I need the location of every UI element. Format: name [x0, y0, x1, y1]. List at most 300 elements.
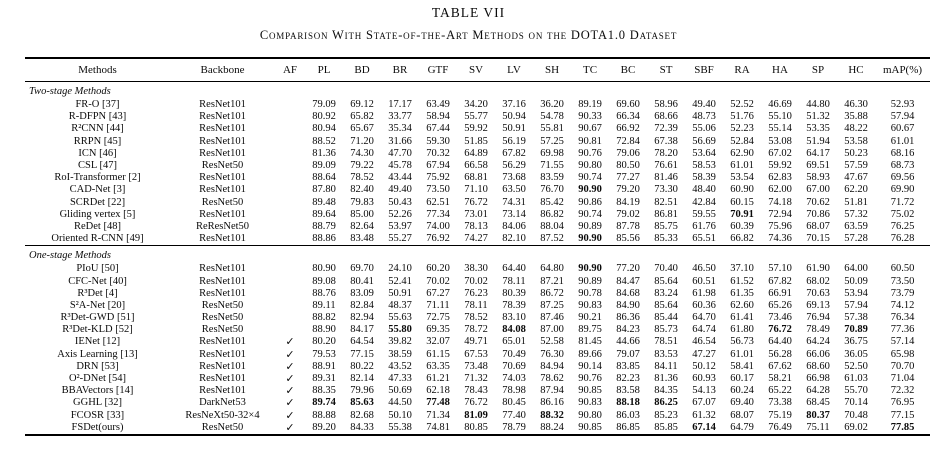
- score-value: 53.35: [806, 123, 830, 135]
- column-header-ra: RA: [734, 64, 750, 76]
- backbone-name: ResNet101: [199, 123, 246, 135]
- af-empty-cell: [275, 136, 305, 148]
- map-value: 57.14: [890, 336, 915, 348]
- score-value: 50.43: [388, 196, 412, 208]
- score-value: 88.32: [540, 409, 564, 421]
- score-value: 80.85: [464, 421, 488, 433]
- backbone-name: ResNet50: [201, 299, 244, 311]
- score-value: 87.52: [540, 233, 564, 245]
- score-value: 64.24: [806, 336, 830, 348]
- score-value: 73.50: [426, 184, 450, 196]
- score-value: 90.21: [578, 312, 602, 324]
- map-value: 52.93: [890, 99, 915, 111]
- column-header-sh: SH: [544, 64, 560, 76]
- score-value: 65.82: [350, 111, 374, 123]
- column-header-methods: Methods: [78, 64, 117, 76]
- score-value: 83.85: [616, 360, 640, 372]
- score-value: 37.16: [502, 99, 526, 111]
- score-value: 67.07: [692, 397, 716, 409]
- score-value: 50.69: [388, 385, 412, 397]
- af-checkmark-icon: ✓: [285, 373, 295, 386]
- af-checkmark-icon: ✓: [285, 348, 295, 361]
- score-value: 78.43: [464, 385, 488, 397]
- table-row: [25, 99, 930, 111]
- score-value: 72.84: [616, 135, 640, 147]
- score-value: 87.25: [540, 299, 564, 311]
- score-value: 59.92: [768, 160, 792, 172]
- method-name: RoI-Transformer [2]: [54, 172, 141, 184]
- score-value: 90.83: [578, 397, 602, 409]
- score-value: 88.90: [312, 324, 336, 336]
- score-value: 61.80: [730, 324, 754, 336]
- af-empty-cell: [275, 288, 305, 300]
- score-value: 71.55: [540, 160, 564, 172]
- score-value: 69.02: [844, 421, 868, 433]
- score-value: 81.09: [464, 409, 488, 421]
- method-name: CFC-Net [40]: [68, 275, 127, 287]
- score-value: 86.81: [654, 208, 678, 220]
- score-value: 66.82: [730, 233, 754, 245]
- score-value: 90.85: [578, 421, 602, 433]
- score-value: 83.53: [654, 348, 678, 360]
- score-value: 51.32: [806, 111, 830, 123]
- score-value: 85.23: [654, 409, 678, 421]
- backbone-name: ResNet101: [199, 373, 246, 385]
- section-label: Two-stage Methods: [29, 86, 111, 97]
- score-value: 56.28: [768, 348, 792, 360]
- af-empty-cell: [275, 123, 305, 135]
- score-value: 88.91: [312, 360, 336, 372]
- score-value: 82.84: [350, 299, 374, 311]
- column-header-backbone: Backbone: [200, 64, 245, 76]
- backbone-name: ResNet101: [199, 99, 246, 111]
- map-value: 70.70: [890, 360, 915, 372]
- method-name: S²A-Net [20]: [69, 299, 126, 311]
- method-name: FR-O [37]: [75, 99, 120, 111]
- score-value: 43.52: [388, 360, 412, 372]
- score-value: 86.36: [616, 312, 640, 324]
- score-value: 66.92: [616, 123, 640, 135]
- score-value: 90.89: [578, 275, 602, 287]
- score-value: 85.64: [654, 299, 678, 311]
- score-value: 46.69: [768, 99, 792, 111]
- af-empty-cell: [275, 209, 305, 221]
- score-value: 31.66: [388, 135, 412, 147]
- score-value: 86.16: [540, 397, 564, 409]
- af-checkmark-icon: ✓: [285, 385, 295, 398]
- column-header-bc: BC: [620, 64, 636, 76]
- score-value: 65.22: [768, 385, 792, 397]
- score-value: 88.64: [312, 172, 336, 184]
- score-value: 66.06: [806, 348, 830, 360]
- af-checkmark-icon: ✓: [285, 409, 295, 422]
- score-value: 68.66: [654, 111, 678, 123]
- column-header-hc: HC: [848, 64, 864, 76]
- score-value: 82.51: [654, 196, 678, 208]
- score-value: 80.90: [312, 263, 336, 275]
- column-header-sbf: SBF: [694, 64, 714, 76]
- score-value: 44.50: [388, 397, 412, 409]
- score-value: 87.00: [540, 324, 564, 336]
- method-name: R²CNN [44]: [71, 123, 124, 135]
- backbone-name: ResNet101: [199, 135, 246, 147]
- score-value: 54.78: [540, 111, 564, 123]
- score-value: 57.59: [844, 160, 868, 172]
- table-row: [25, 336, 930, 348]
- column-header-map: mAP(%): [882, 64, 923, 76]
- score-value: 74.81: [426, 421, 450, 433]
- score-value: 43.44: [388, 172, 412, 184]
- score-value: 60.15: [730, 196, 754, 208]
- score-value: 72.75: [426, 312, 450, 324]
- af-empty-cell: [275, 233, 305, 246]
- score-value: 50.12: [692, 360, 716, 372]
- score-value: 67.82: [502, 147, 526, 159]
- score-value: 89.08: [312, 275, 336, 287]
- score-value: 65.51: [692, 233, 716, 245]
- score-value: 70.86: [806, 208, 830, 220]
- method-name: Gliding vertex [5]: [59, 208, 136, 220]
- af-checkmark-icon: ✓: [285, 336, 295, 349]
- backbone-name: ResNet50: [201, 324, 244, 336]
- score-value: 90.81: [578, 135, 602, 147]
- score-value: 44.66: [616, 336, 640, 348]
- score-value: 64.89: [464, 147, 488, 159]
- score-value: 58.41: [730, 360, 754, 372]
- score-value: 82.10: [502, 233, 526, 245]
- score-value: 90.78: [578, 287, 602, 299]
- map-value: 76.34: [890, 312, 915, 324]
- section-row: [25, 246, 930, 264]
- score-value: 78.49: [806, 324, 830, 336]
- score-value: 58.39: [692, 172, 716, 184]
- score-value: 35.88: [844, 111, 868, 123]
- score-value: 73.14: [502, 208, 526, 220]
- score-value: 52.50: [844, 360, 868, 372]
- score-value: 69.13: [806, 299, 830, 311]
- score-value: 50.09: [844, 275, 868, 287]
- score-value: 60.39: [730, 220, 754, 232]
- score-value: 76.94: [806, 312, 830, 324]
- table-row: [25, 148, 930, 160]
- map-value: 69.56: [890, 172, 915, 184]
- score-value: 76.30: [540, 348, 564, 360]
- score-value: 76.23: [464, 287, 488, 299]
- column-header-sp: SP: [811, 64, 825, 76]
- table-row: [25, 349, 930, 361]
- score-value: 69.60: [616, 99, 640, 111]
- score-value: 45.78: [388, 160, 412, 172]
- score-value: 55.06: [692, 123, 716, 135]
- score-value: 85.63: [350, 397, 374, 409]
- score-value: 86.85: [616, 421, 640, 433]
- score-value: 73.46: [768, 312, 792, 324]
- score-value: 85.56: [616, 233, 640, 245]
- score-value: 61.41: [730, 312, 754, 324]
- score-value: 82.23: [616, 373, 640, 385]
- score-value: 68.02: [806, 275, 830, 287]
- score-value: 65.01: [502, 336, 526, 348]
- score-value: 62.20: [844, 184, 868, 196]
- score-value: 78.20: [654, 147, 678, 159]
- backbone-name: ResNet50: [201, 312, 244, 324]
- score-value: 75.11: [806, 421, 830, 433]
- score-value: 86.72: [540, 287, 564, 299]
- score-value: 69.12: [350, 99, 374, 111]
- score-value: 60.24: [730, 385, 754, 397]
- score-value: 78.11: [464, 299, 488, 311]
- score-value: 71.32: [464, 373, 488, 385]
- score-value: 84.90: [616, 299, 640, 311]
- score-value: 87.21: [540, 275, 564, 287]
- score-value: 90.90: [578, 263, 602, 275]
- score-value: 63.49: [426, 99, 450, 111]
- method-name: ICN [46]: [78, 147, 117, 159]
- score-value: 60.20: [426, 263, 450, 275]
- score-value: 67.94: [426, 160, 450, 172]
- score-value: 55.27: [388, 233, 412, 245]
- score-value: 84.06: [502, 220, 526, 232]
- score-value: 56.19: [502, 135, 526, 147]
- score-value: 57.25: [540, 135, 564, 147]
- backbone-name: ResNet101: [199, 287, 246, 299]
- score-value: 86.25: [654, 397, 678, 409]
- score-value: 83.10: [502, 312, 526, 324]
- score-value: 77.20: [616, 263, 640, 275]
- method-name: SCRDet [22]: [69, 196, 126, 208]
- score-value: 87.94: [540, 385, 564, 397]
- score-value: 88.35: [312, 385, 336, 397]
- score-value: 90.80: [578, 409, 602, 421]
- score-value: 76.72: [464, 397, 488, 409]
- score-value: 52.58: [540, 336, 564, 348]
- score-value: 61.98: [692, 287, 716, 299]
- score-value: 85.73: [654, 324, 678, 336]
- score-value: 56.29: [502, 160, 526, 172]
- score-value: 90.85: [578, 385, 602, 397]
- score-value: 69.51: [806, 160, 830, 172]
- score-value: 66.58: [464, 160, 488, 172]
- score-value: 66.34: [616, 111, 640, 123]
- score-value: 90.76: [578, 373, 602, 385]
- backbone-name: ReResNet50: [195, 220, 250, 232]
- score-value: 85.33: [654, 233, 678, 245]
- score-value: 51.81: [844, 196, 868, 208]
- score-value: 80.41: [350, 275, 374, 287]
- score-value: 78.51: [654, 336, 678, 348]
- score-value: 57.28: [844, 233, 868, 245]
- score-value: 79.02: [616, 208, 640, 220]
- score-value: 33.77: [388, 111, 412, 123]
- score-value: 76.72: [464, 196, 488, 208]
- score-value: 80.22: [350, 360, 374, 372]
- score-value: 76.92: [426, 233, 450, 245]
- score-value: 68.81: [464, 172, 488, 184]
- score-value: 64.79: [730, 421, 754, 433]
- score-value: 49.40: [388, 184, 412, 196]
- table-row: [25, 172, 930, 184]
- score-value: 82.64: [350, 220, 374, 232]
- score-value: 60.90: [730, 184, 754, 196]
- af-empty-cell: [275, 148, 305, 160]
- score-value: 53.58: [844, 135, 868, 147]
- score-value: 47.67: [844, 172, 868, 184]
- score-value: 64.80: [540, 263, 564, 275]
- score-value: 58.96: [654, 99, 678, 111]
- score-value: 78.52: [464, 312, 488, 324]
- score-value: 61.52: [730, 275, 754, 287]
- score-value: 64.00: [844, 263, 868, 275]
- score-value: 90.67: [578, 123, 602, 135]
- score-value: 61.76: [692, 220, 716, 232]
- map-value: 72.32: [890, 385, 915, 397]
- section-row: [25, 82, 930, 100]
- score-value: 79.07: [616, 348, 640, 360]
- backbone-name: ResNet101: [199, 184, 246, 196]
- score-value: 78.13: [464, 220, 488, 232]
- score-value: 17.17: [388, 99, 412, 111]
- section-label: One-stage Methods: [29, 250, 111, 262]
- score-value: 70.69: [502, 360, 526, 372]
- score-value: 50.10: [388, 409, 412, 421]
- score-value: 60.36: [692, 299, 716, 311]
- score-value: 74.18: [768, 196, 792, 208]
- score-value: 73.30: [654, 184, 678, 196]
- score-value: 82.14: [350, 373, 374, 385]
- table-subtitle: Comparison With State-of-the-Art Methods on the DOTA1.0 Dataset: [259, 28, 678, 42]
- score-value: 74.00: [426, 220, 450, 232]
- score-value: 85.42: [540, 196, 564, 208]
- score-value: 70.02: [426, 275, 450, 287]
- score-value: 79.09: [312, 99, 336, 111]
- method-name: FSDet(ours): [71, 421, 124, 433]
- score-value: 88.52: [312, 135, 336, 147]
- score-value: 53.08: [768, 135, 792, 147]
- map-value: 73.79: [890, 287, 915, 299]
- score-value: 77.40: [502, 409, 526, 421]
- score-value: 90.90: [578, 184, 602, 196]
- score-value: 73.38: [768, 397, 792, 409]
- score-value: 78.79: [502, 421, 526, 433]
- column-header-st: ST: [659, 64, 673, 76]
- af-empty-cell: [275, 111, 305, 123]
- score-value: 74.31: [502, 196, 526, 208]
- map-value: 57.94: [890, 111, 915, 123]
- table-number-title: TABLE VII: [431, 5, 506, 20]
- header-row: [25, 58, 930, 82]
- score-value: 55.81: [540, 123, 564, 135]
- score-value: 55.63: [388, 312, 412, 324]
- score-value: 70.02: [464, 275, 488, 287]
- map-value: 77.85: [890, 421, 915, 433]
- score-value: 78.39: [502, 299, 526, 311]
- column-header-sv: SV: [468, 64, 484, 76]
- map-value: 60.50: [890, 263, 915, 275]
- score-value: 84.47: [616, 275, 640, 287]
- method-name: GGHL [32]: [73, 397, 122, 409]
- score-value: 57.38: [844, 312, 868, 324]
- score-value: 61.15: [426, 348, 450, 360]
- score-value: 49.71: [464, 336, 488, 348]
- score-value: 85.00: [350, 208, 374, 220]
- score-value: 81.36: [654, 373, 678, 385]
- table-row: [25, 373, 930, 385]
- score-value: 70.48: [844, 409, 868, 421]
- score-value: 60.93: [692, 373, 716, 385]
- af-checkmark-icon: ✓: [285, 360, 295, 373]
- score-value: 70.49: [502, 348, 526, 360]
- score-value: 70.62: [806, 196, 830, 208]
- score-value: 62.51: [426, 196, 450, 208]
- map-value: 65.98: [890, 348, 915, 360]
- score-value: 51.94: [806, 135, 830, 147]
- score-value: 24.10: [388, 263, 412, 275]
- method-name: R-DFPN [43]: [68, 111, 127, 123]
- score-value: 84.17: [350, 324, 374, 336]
- score-value: 53.97: [388, 220, 412, 232]
- score-value: 58.53: [692, 160, 716, 172]
- map-value: 68.16: [890, 147, 915, 159]
- score-value: 70.40: [654, 263, 678, 275]
- score-value: 89.31: [312, 373, 336, 385]
- table-row: [25, 422, 930, 435]
- score-value: 88.86: [312, 233, 336, 245]
- score-value: 88.82: [312, 312, 336, 324]
- table-row: [25, 111, 930, 123]
- score-value: 71.10: [464, 184, 488, 196]
- score-value: 69.70: [350, 263, 374, 275]
- score-value: 69.40: [730, 397, 754, 409]
- score-value: 59.55: [692, 208, 716, 220]
- score-value: 55.70: [844, 385, 868, 397]
- score-value: 81.46: [654, 172, 678, 184]
- method-name: CAD-Net [3]: [69, 184, 126, 196]
- score-value: 68.07: [730, 409, 754, 421]
- score-value: 80.94: [312, 123, 336, 135]
- method-name: RRPN [45]: [73, 135, 122, 147]
- score-value: 67.82: [768, 275, 792, 287]
- score-value: 73.48: [464, 360, 488, 372]
- score-value: 58.21: [768, 373, 792, 385]
- score-value: 83.24: [654, 287, 678, 299]
- score-value: 60.51: [692, 275, 716, 287]
- score-value: 62.60: [730, 299, 754, 311]
- method-name: FCOSR [33]: [70, 409, 125, 421]
- score-value: 84.35: [654, 385, 678, 397]
- score-value: 77.27: [616, 172, 640, 184]
- score-value: 61.35: [730, 287, 754, 299]
- score-value: 37.10: [730, 263, 754, 275]
- score-value: 84.94: [540, 360, 564, 372]
- score-value: 84.23: [616, 324, 640, 336]
- score-value: 66.91: [768, 287, 792, 299]
- score-value: 60.17: [730, 373, 754, 385]
- score-value: 89.66: [578, 348, 602, 360]
- score-value: 87.80: [312, 184, 336, 196]
- score-value: 80.20: [312, 336, 336, 348]
- score-value: 55.80: [388, 324, 412, 336]
- score-value: 64.54: [350, 336, 374, 348]
- score-value: 80.50: [616, 160, 640, 172]
- map-value: 75.02: [890, 208, 915, 220]
- table-row: [25, 233, 930, 246]
- column-header-af: AF: [282, 64, 298, 76]
- score-value: 70.15: [806, 233, 830, 245]
- score-value: 52.41: [388, 275, 412, 287]
- table-row: [25, 209, 930, 221]
- table-row: [25, 263, 930, 275]
- score-value: 55.10: [768, 111, 792, 123]
